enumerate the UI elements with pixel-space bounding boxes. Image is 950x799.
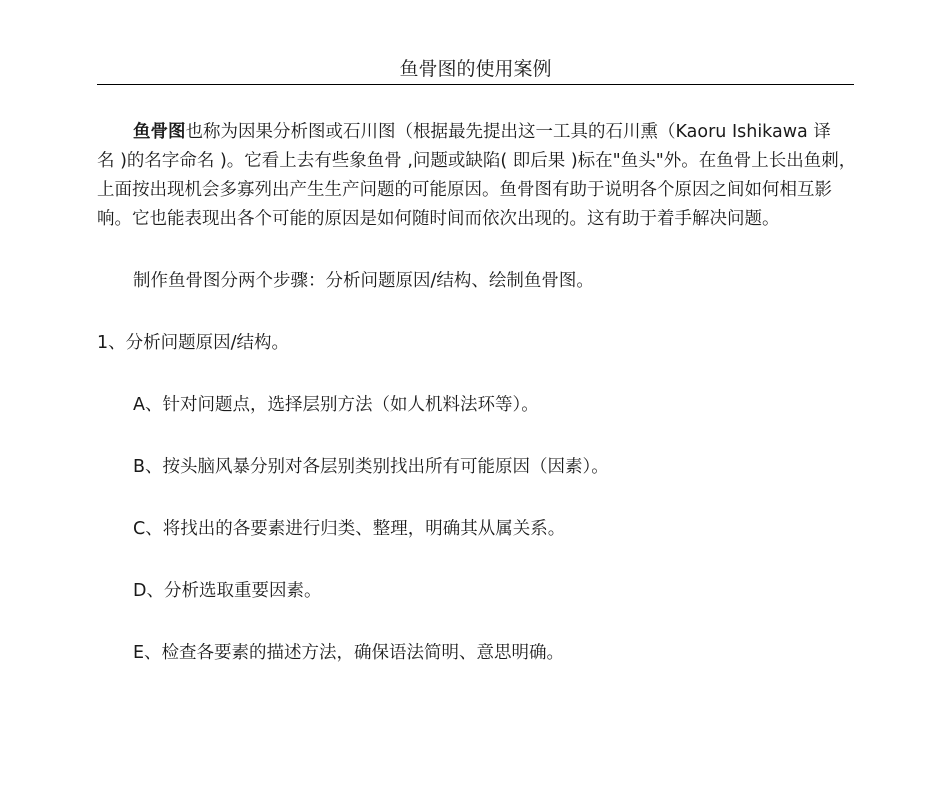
intro-line-4: 响。它也能表现出各个可能的原因是如何随时间而依次出现的。这有助于着手解决问题。 (97, 209, 780, 229)
intro-paragraph (97, 118, 857, 234)
page-header (97, 56, 854, 85)
list-item: D、分析选取重要因素。 (133, 581, 322, 601)
intro-line-1-text: 也称为因果分析图或石川图（根据最先提出这一工具的石川熏（Kaoru Ishikawa 译 (185, 122, 831, 142)
section-heading: 1、分析问题原因/结构。 (97, 333, 290, 353)
page-title: 鱼骨图的使用案例 (399, 58, 552, 80)
steps-paragraph: 制作鱼骨图分两个步骤：分析问题原因/结构、绘制鱼骨图。 (133, 271, 594, 291)
intro-term: 鱼骨图 (133, 122, 186, 142)
list-item: A、针对问题点，选择层别方法（如人机料法环等）。 (133, 395, 539, 415)
intro-line-3: 上面按出现机会多寡列出产生生产问题的可能原因。鱼骨图有助于说明各个原因之间如何相互影 (97, 180, 832, 200)
intro-line-1 (97, 118, 854, 147)
list-item: E、检查各要素的描述方法，确保语法简明、意思明确。 (133, 643, 565, 663)
list-item: C、将找出的各要素进行归类、整理，明确其从属关系。 (133, 519, 566, 539)
document-page (97, 0, 857, 799)
intro-line-2: 名 )的名字命名 )。它看上去有些象鱼骨 ,问题或缺陷( 即后果 )标在"鱼头"外。在鱼骨上长出鱼刺， (97, 151, 857, 171)
list-item: B、按头脑风暴分别对各层别类别找出所有可能原因（因素）。 (133, 457, 609, 477)
